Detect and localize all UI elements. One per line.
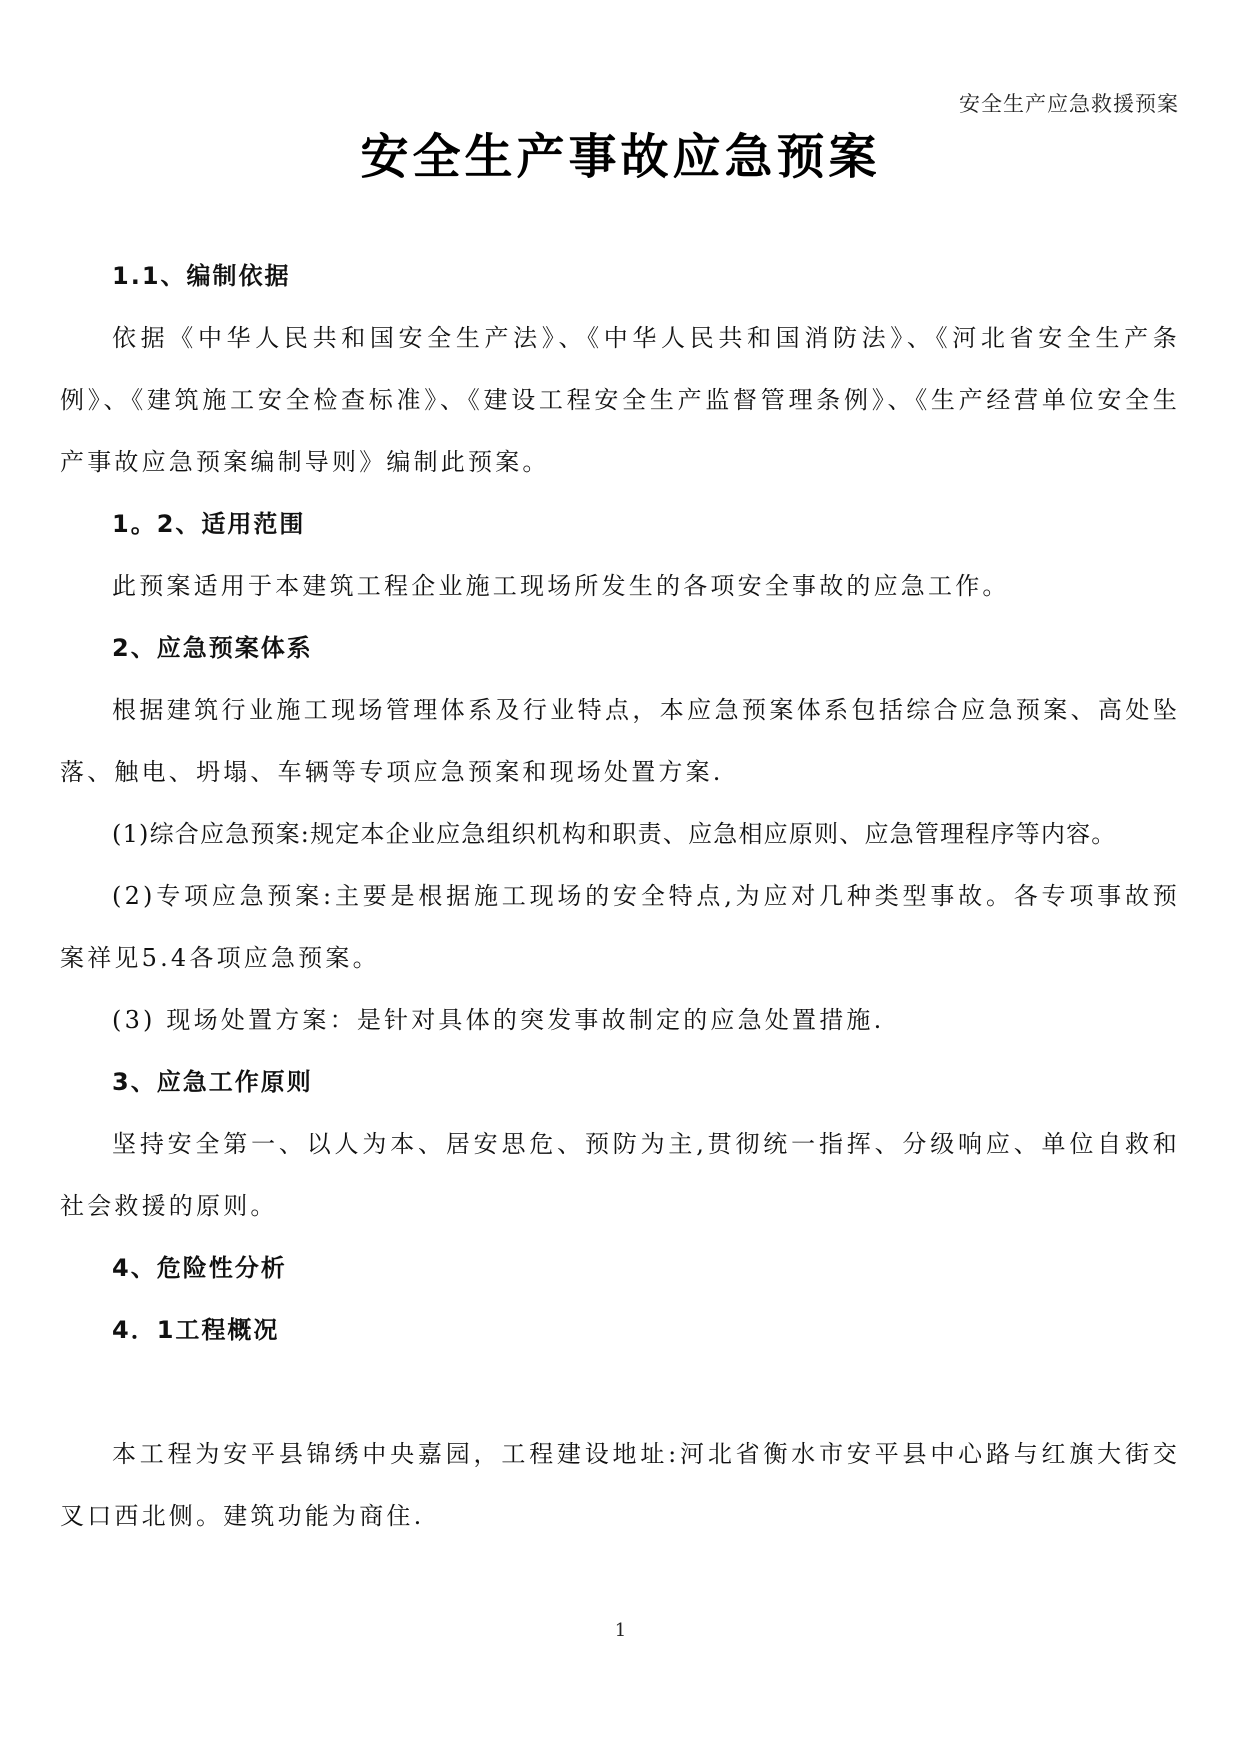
section-paragraph-1-1: 依据《中华人民共和国安全生产法》、《中华人民共和国消防法》、《河北省安全生产条例》、《建筑施工安全检查标准》、《建设工程安全生产监督管理条例》、《生产经营单位安全生产事故应急预案编制导则》编制此预案。 (60, 324, 1180, 476)
section-heading-4: 4、危险性分析 (112, 1254, 287, 1282)
section-paragraph-1-2: 此预案适用于本建筑工程企业施工现场所发生的各项安全事故的应急工作。 (112, 572, 1010, 600)
list-item-special-plan: (2)专项应急预案:主要是根据施工现场的安全特点,为应对几种类型事故。各专项事故预案祥见5.4各项应急预案。 (60, 882, 1180, 972)
list-item-onsite-plan: (3) 现场处置方案：是针对具体的突发事故制定的应急处置措施. (112, 1006, 885, 1034)
section-heading-2: 2、应急预案体系 (112, 634, 313, 662)
section-heading-1-1: 1.1、编制依据 (112, 262, 291, 290)
blank-line (60, 1361, 1180, 1423)
section-paragraph-4-1: 本工程为安平县锦绣中央嘉园，工程建设地址:河北省衡水市安平县中心路与红旗大街交叉口西北侧。建筑功能为商住. (60, 1440, 1180, 1530)
list-item-comprehensive-plan: (1)综合应急预案:规定本企业应急组织机构和职责、应急相应原则、应急管理程序等内容。 (112, 820, 1117, 848)
section-heading-1-2: 1。2、适用范围 (112, 510, 306, 538)
running-header: 安全生产应急救援预案 (959, 92, 1179, 116)
section-paragraph-2: 根据建筑行业施工现场管理体系及行业特点，本应急预案体系包括综合应急预案、高处坠落、触电、坍塌、车辆等专项应急预案和现场处置方案. (60, 696, 1180, 786)
document-title: 安全生产事故应急预案 (360, 129, 881, 185)
page-number: 1 (614, 1620, 627, 1641)
section-heading-3: 3、应急工作原则 (112, 1068, 313, 1096)
document-body (60, 245, 1180, 1547)
section-heading-4-1: 4．1工程概况 (112, 1316, 280, 1344)
section-paragraph-3: 坚持安全第一、以人为本、居安思危、预防为主,贯彻统一指挥、分级响应、单位自救和社会救援的原则。 (60, 1130, 1180, 1220)
